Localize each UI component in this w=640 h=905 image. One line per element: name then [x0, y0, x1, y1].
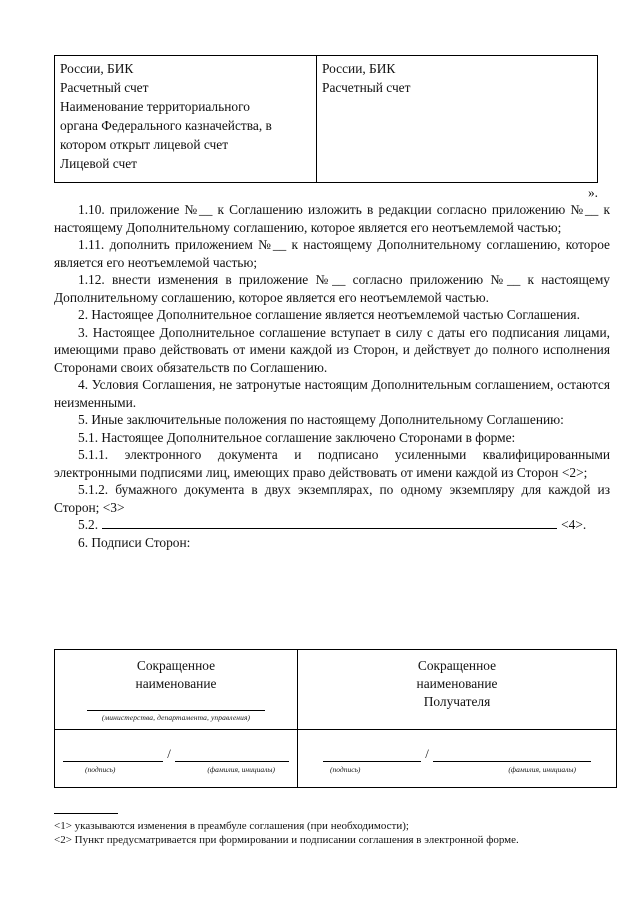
right-slash: / [425, 746, 429, 761]
bank-left-line: органа Федерального казначейства, в [60, 118, 272, 133]
party-left-signature [55, 730, 298, 788]
footnote-1: <1> указываются изменения в преамбуле соглашения (при необходимости); [54, 820, 409, 832]
item-5-2-label: 5.2. [78, 517, 99, 532]
paragraph-2: 2. Настоящее Дополнительное соглашение является неотъемлемой частью Соглашения. [78, 307, 580, 322]
bank-left-line: Лицевой счет [60, 156, 138, 171]
closing-quote: ». [587, 185, 598, 200]
item-5-2-blank [102, 517, 557, 529]
right-title-line: Сокращенное [417, 658, 497, 673]
paragraph-1-11: 1.11. дополнить приложением №__ к настоящему Дополнительному соглашению, которое является его неотъемлемой частью; [54, 237, 610, 270]
left-signature-caption: (подпись) [85, 765, 116, 774]
party-right-header [298, 650, 617, 730]
item-5-2-ref: <4>. [561, 517, 587, 532]
left-title-line: Сокращенное [136, 658, 216, 673]
left-name-blank [87, 702, 265, 711]
right-fullname-caption: (фамилия, инициалы) [508, 765, 576, 774]
right-title-line: Получателя [423, 694, 491, 709]
paragraph-5: 5. Иные заключительные положения по настоящему Дополнительному Соглашению: [78, 412, 564, 427]
bank-left-line: котором открыт лицевой счет [60, 137, 229, 152]
bank-details-table [54, 55, 598, 183]
footnote-2: <2> Пункт предусматривается при формировании и подписании соглашения в электронной форме. [54, 834, 519, 846]
paragraph-4: 4. Условия Соглашения, не затронутые настоящим Дополнительным соглашением, остаются неизменными. [54, 377, 610, 410]
right-title-line: наименование [416, 676, 498, 691]
party-right-signature [298, 730, 617, 788]
left-fullname-caption: (фамилия, инициалы) [207, 765, 275, 774]
signature-table [54, 649, 617, 788]
paragraph-1-10: 1.10. приложение №__ к Соглашению изложить в редакции согласно приложению №__ к настоящему Дополнительному соглашению, которое является его неотъемлемой частью; [54, 202, 610, 235]
bank-right-line: России, БИК [322, 61, 396, 76]
paragraph-5-2 [54, 516, 610, 534]
footnote-divider [54, 813, 118, 814]
party-left-header [55, 650, 298, 730]
paragraph-6: 6. Подписи Сторон: [78, 534, 191, 550]
document-body [54, 201, 610, 551]
paragraph-5-1-1: 5.1.1. электронного документа и подписано усиленными квалифицированными электронными подписями лиц, имеющих право действовать от имени каждой из Сторон <2>; [54, 447, 610, 480]
paragraph-5-1: 5.1. Настоящее Дополнительное соглашение заключено Сторонами в форме: [78, 429, 516, 445]
left-fullname-blank [175, 747, 289, 762]
left-slash: / [167, 746, 171, 761]
left-name-note: (министерства, департамента, управления) [101, 713, 251, 722]
right-signature-blank [323, 747, 421, 762]
bank-details-right-cell [317, 56, 598, 183]
paragraph-1-12: 1.12. внести изменения в приложение №__ согласно приложению №__ к настоящему Дополнительному соглашению, которое является его неотъемлемой частью. [54, 272, 610, 305]
paragraph-3: 3. Настоящее Дополнительное соглашение вступает в силу с даты его подписания лицами, имеющими право действовать от имени каждой из Сторон, и действует до полного исполнения Сторонами своих обязательств по Соглашению. [54, 324, 610, 375]
paragraph-5-1-2: 5.1.2. бумажного документа в двух экземплярах, по одному экземпляру для каждой из Сторон; <3> [54, 482, 610, 515]
bank-left-line: Наименование территориального [60, 99, 250, 114]
right-signature-caption: (подпись) [330, 765, 361, 774]
right-fullname-blank [433, 747, 591, 762]
bank-right-line: Расчетный счет [322, 80, 411, 95]
left-title-line: наименование [135, 676, 217, 691]
bank-details-left-cell [55, 56, 317, 183]
left-signature-blank [63, 747, 163, 762]
bank-left-line: Расчетный счет [60, 80, 149, 95]
bank-left-line: России, БИК [60, 61, 134, 76]
